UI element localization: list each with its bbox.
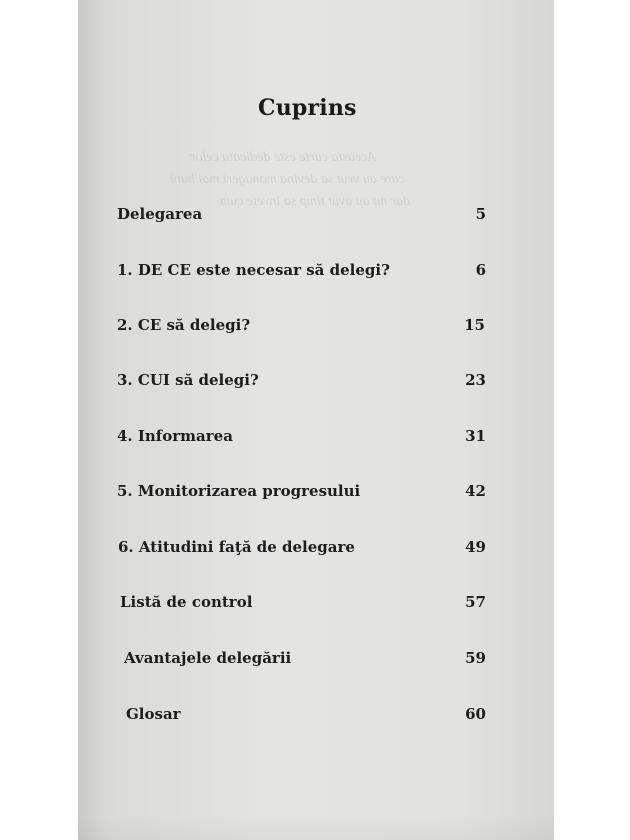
bleed-through-line-2: care au vrut sa devina manageri mai buni xyxy=(170,172,405,187)
toc-entry-label: Listă de control xyxy=(120,593,253,611)
toc-entry-label: 5. Monitorizarea progresului xyxy=(117,482,361,500)
toc-entry-page: 5 xyxy=(475,205,486,223)
toc-entry-label: 4. Informarea xyxy=(117,427,233,445)
toc-entry-label: Glosar xyxy=(126,705,181,723)
toc-entry xyxy=(117,482,490,508)
toc-entry-label: Avantajele delegării xyxy=(124,649,292,667)
toc-entry xyxy=(117,427,490,453)
toc-entry xyxy=(117,649,490,675)
toc-entry xyxy=(117,538,490,564)
toc-entry-page: 49 xyxy=(465,538,486,556)
toc-entry-page: 31 xyxy=(465,427,486,445)
toc-entry xyxy=(117,705,490,731)
toc-entry-page: 42 xyxy=(465,482,486,500)
toc-entry-page: 6 xyxy=(475,261,486,279)
toc-entry-page: 57 xyxy=(465,593,486,611)
toc-entry-label: 1. DE CE este necesar să delegi? xyxy=(117,261,390,279)
page-shadow xyxy=(78,815,554,840)
toc-entry-page: 15 xyxy=(464,316,485,334)
toc-entry-label: Delegarea xyxy=(117,205,203,223)
toc-entry xyxy=(117,205,490,231)
toc-entry-page: 60 xyxy=(465,705,486,723)
bleed-through-line-1: Aceasta carte este dedicata celor xyxy=(190,150,376,165)
toc-entry-page: 59 xyxy=(465,649,486,667)
bleed-through-line-3: dar nu au avut timp sa invete cum xyxy=(220,194,411,209)
toc-entry xyxy=(117,261,490,287)
page-title: Cuprins xyxy=(258,95,357,121)
toc-entry xyxy=(117,371,490,397)
toc-entry-label: 6. Atitudini faţă de delegare xyxy=(118,538,355,556)
toc-entry-label: 3. CUI să delegi? xyxy=(117,371,259,389)
toc-entry xyxy=(117,316,490,342)
toc-entry xyxy=(117,593,490,619)
toc-entry-label: 2. CE să delegi? xyxy=(117,316,251,334)
toc-entry-page: 23 xyxy=(465,371,486,389)
